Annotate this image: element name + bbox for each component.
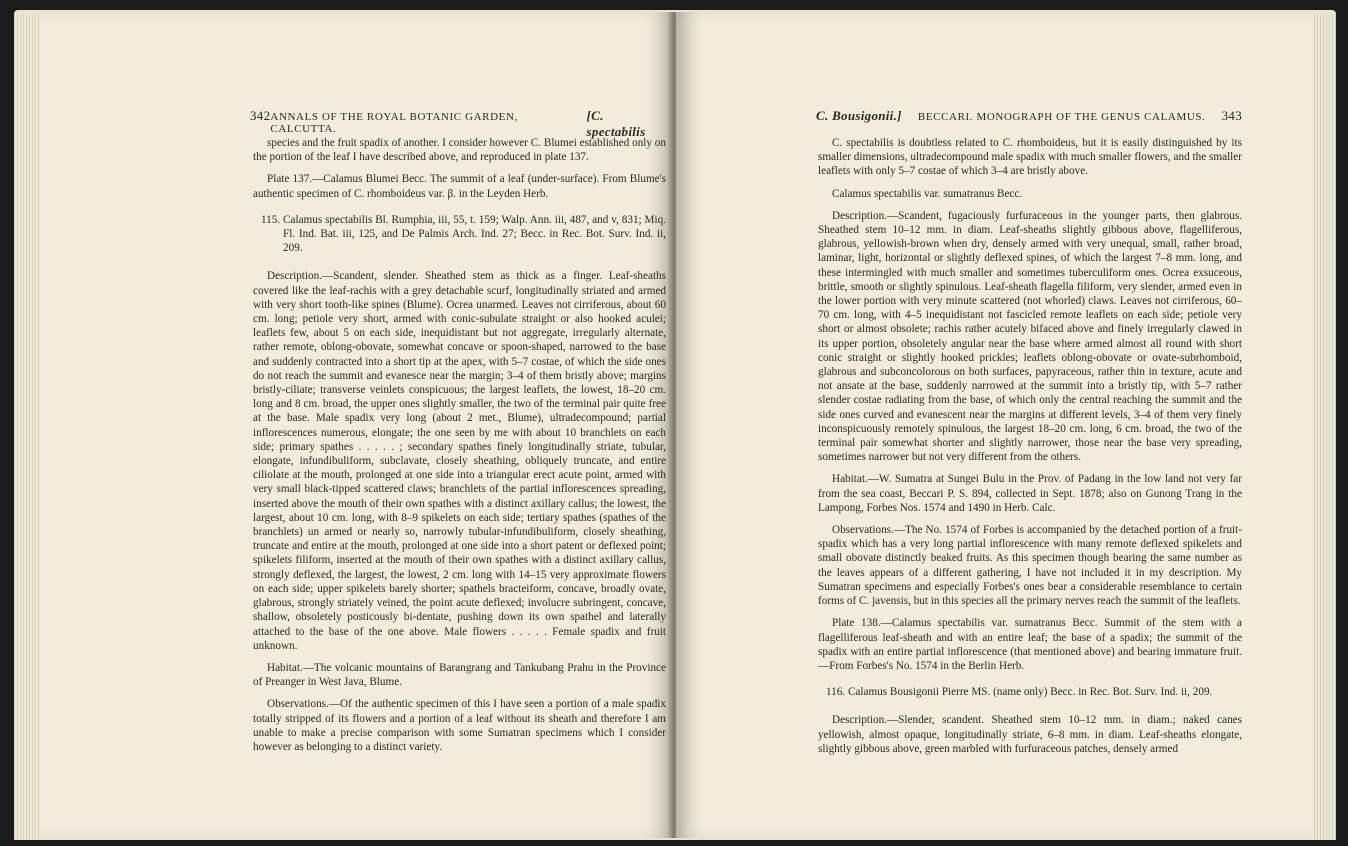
variety-heading: Calamus spectabilis var. sumatranus Becc. <box>832 187 1023 200</box>
right-section-tag: C. Bousigonii.] <box>816 108 902 123</box>
description-paragraph: Description.—Scandent, fugaciously furfuraceous in the younger parts, then glabrous. Sheathed stem 10–12 mm. in diam. Leaf-sheaths slightly gibbous above, flagelliferous, glabrous, yellowish-brown when dry, densely armed with very unequal, small, rather broad, laminar, light, horizontal or slightly deflexed spines, of which the largest 7–8 mm. long, and these intermingled with much smaller and sometimes tuberculiform ones. Ocrea exsuceous, brittle, smooth or slightly spinulous. Leaf-sheath flagella filiform, very slender, armed even in the lower portion with very minute scattered (not whorled) claws. Leaves not cirriferous, 60–70 cm. long, with 4–5 inequidistant not fascicled remote leaflets on each side; petiole very short or almost obsolete; rachis rather acutely bifaced above and finely irregularly clawed in its upper portion, obsoletely angular near the base where armed almost all round with short conic straight or slightly hooked prickles; leaflets oblong-obovate or ovate-subrhomboid, glabrous and subconcolorous on both surfaces, papyraceous, rather thin in texture, acute and not ansate at the base, suddenly narrowed at the summit into a bristly tip, with 5–7 rather slender costae radiating from the base, of which only the central reaching the summit and the side ones curved and evanescent near the margins at different levels, 3–4 of them very finely inconspicuously remotely spinulous, the largest 18–20 cm. long, 6 cm. broad, the two of the terminal pair somewhat shorter and slightly narrower, those near the base very spreading, sometimes narrower but not very different from the others. <box>818 209 1242 464</box>
habitat-paragraph: Habitat.—W. Sumatra at Sungei Bulu in the Prov. of Padang in the low land not very far from the sea coast, Beccari P. S. 894, collected in Sept. 1878; also on Gunong Trang in the Lampong, Forbes Nos. 1574 and 1490 in Herb. Calc. <box>818 473 1242 514</box>
plate-caption: Plate 138.—Calamus spectabilis var. sumatranus Becc. Summit of the stem with a flagelliferous leaf-sheath and with an entire leaf; the base of a spadix; the summit of the spadix with an entire partial inflorescence (that mentioned above) and bearing immature fruit.—From Forbes's No. 1574 in the Berlin Herb. <box>818 617 1242 672</box>
description-paragraph: Description.—Slender, scandent. Sheathed stem 10–12 mm. in diam.; naked canes yellowish, almost opaque, longitudinally striate, 6–8 mm. in diam. Leaf-sheaths elongate, slightly gibbous above, green marbled with furfuraceous patches, densely armed <box>818 714 1242 755</box>
species-entry-heading: 115. Calamus spectabilis Bl. Rumphia, iii, 55, t. 159; Walp. Ann. iii, 487, and v, 831; Miq. Fl. Ind. Bat. iii, 125, and De Palmis Arch. Ind. 27; Becc. in Rec. Bot. Surv. Ind. ii, 209. <box>261 213 666 255</box>
right-page <box>676 12 1312 838</box>
left-running-title: ANNALS OF THE ROYAL BOTANIC GARDEN, CALCUTTA. <box>270 111 518 135</box>
left-page <box>40 12 672 838</box>
left-page-number: 342 <box>250 108 271 123</box>
species-entry-heading: 116. Calamus Bousigonii Pierre MS. (name only) Becc. in Rec. Bot. Surv. Ind. ii, 209. <box>826 686 1213 699</box>
paragraph: species and the fruit spadix of another. I consider however C. Blumei established only on the portion of the leaf I have described above, and reproduced in plate 137. <box>253 137 666 164</box>
right-page-number: 343 <box>1221 108 1242 123</box>
right-running-title: BECCARI. MONOGRAPH OF THE GENUS CALAMUS. <box>917 111 1206 123</box>
habitat-paragraph: Habitat.—The volcanic mountains of Barangrang and Tankubang Prahu in the Province of Preanger in West Java, Blume. <box>253 661 666 689</box>
observations-paragraph: Observations.—Of the authentic specimen of this I have seen a portion of a male spadix totally stripped of its flowers and a portion of a leaf without its sheath and therefore I am unable to make a precise comparison with some Sumatran specimens which I consider however as belonging to a distinct variety. <box>253 698 666 753</box>
left-page-body <box>253 136 666 762</box>
plate-caption: Plate 137.—Calamus Blumei Becc. The summit of a leaf (under-surface). From Blume's authentic specimen of C. rhomboideus var. β. in the Leyden Herb. <box>253 173 666 200</box>
page-edges-left <box>14 14 40 840</box>
observations-paragraph: Observations.—The No. 1574 of Forbes is accompanied by the detached portion of a fruit-spadix which has a very long partial inflorescence with many remote deflexed spikelets and small obovate distinctly beaked fruits. As this specimen though bearing the same number as the leaves appears of a different gathering, I have not included it in my description. My Sumatran specimens and especially Forbes's ones bear a considerable resemblance to certain forms of C. javensis, but in this species all the primary nerves reach the summit of the leaflets. <box>818 524 1242 608</box>
description-paragraph: Description.—Scandent, slender. Sheathed stem as thick as a finger. Leaf-sheaths covered like the leaf-rachis with a grey detachable scurf, longitudinally striated and armed with very short tooth-like spines (Blume). Ocrea unarmed. Leaves not cirriferous, about 60 cm. long; petiole very short, armed with conic-subulate straight or also hooked aculei; leaflets few, about 5 on each side, inequidistant but not aggregate, irregularly alternate, rather remote, oblong-obovate, somewhat concave or spoon-shaped, narrowed to the base and suddenly contracted into a short tip at the apex, with 5–7 costae, of which the side ones do not reach the summit and evanesce near the margin; 3–4 of them bristly above; margins bristly-ciliate; transverse veinlets conspicuous; the largest leaflets, the lowest, 18–20 cm. long and 8 cm. broad, the upper ones slightly smaller, the two of the terminal pair quite free at the base. Male spadix very long (about 2 met., Blume), ultradecompound; partial inflorescences numerous, elongate; the one seen by me with about 10 branchlets on each side; primary spathes . . . . . ; secondary spathes finely longitudinally striate, tubular, elongate, infundibuliform, subclavate, closely sheathing, obliquely truncate, and entire ciliolate at the mouth, prolonged at one side into a triangular erect acute point, armed with very small black-tipped scattered claws; branchlets of the partial inflorescences spreading, inserted above the mouth of their own spathes with a distinct axillary callus; the lowest, the largest, about 10 cm. long, with 8–9 spikelets on each side; tertiary spathes (spathes of the branchlets) un armed or nearly so, narrowly tubular-infundibuliform, closely sheathing, truncate and entire at the mouth, prolonged at one side into a short patent or deflexed point; spikelets filiform, inserted at the mouth of their own spathes with a distinct axillary callus, strongly deflexed, the largest, the lowest, 2 cm. long with 14–15 very approximate flowers on each side; upper spikelets barely shorter; spathels bracteiform, concave, broadly ovate, glabrous, strongly striately veined, the point acute deflexed; involucre subringent, concave, shallow, obsoletely posticously bi-dentate, pushing down its own spathel and laterally attached to the base of the one above. Male flowers . . . . . Female spadix and fruit unknown. <box>253 270 666 652</box>
paragraph: C. spectabilis is doubtless related to C. rhomboideus, but it is easily distinguished by its smaller dimensions, ultradecompound male spadix with much smaller flowers, and the smaller leaflets with only 5–7 costae of which 3–4 are bristly above. <box>818 137 1242 178</box>
page-edges-right <box>1312 14 1336 840</box>
right-page-body <box>818 136 1242 764</box>
left-section-tag: [C. spectabilis <box>586 108 646 139</box>
right-page-header <box>816 108 1242 124</box>
